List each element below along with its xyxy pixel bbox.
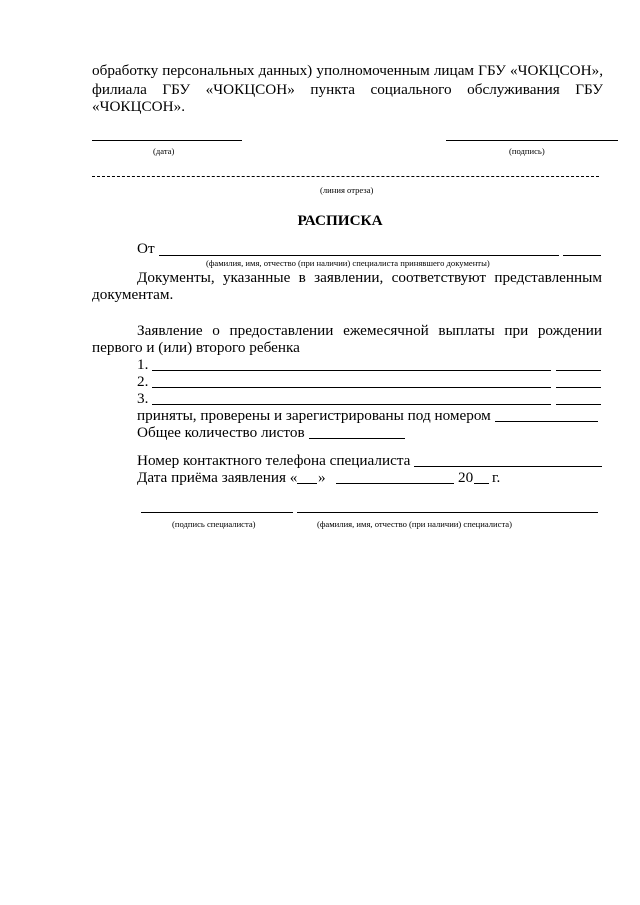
from-extra-line: [563, 255, 601, 256]
paragraph-line: Заявление о предоставлении ежемесячной выплаты при рождении: [137, 322, 602, 339]
signature-line: [446, 140, 618, 141]
paragraph-line: «ЧОКЦСОН».: [92, 98, 185, 115]
acceptance-month-line: [336, 483, 454, 484]
receipt-title: РАСПИСКА: [297, 212, 383, 229]
specialist-name-caption: (фамилия, имя, отчество (при наличии) специалиста): [317, 519, 512, 529]
acceptance-date-label: Дата приёма заявления «: [137, 469, 298, 486]
sheets-count-line: [309, 438, 405, 439]
list-item-extra-line: [556, 404, 601, 405]
from-label: От: [137, 240, 155, 257]
list-item-line: [152, 370, 551, 371]
list-item-line: [152, 387, 551, 388]
acceptance-year-prefix: 20: [458, 469, 474, 486]
cut-line-caption: (линия отреза): [320, 185, 374, 195]
paragraph-line: Документы, указанные в заявлении, соответствуют представленным: [137, 269, 602, 286]
sheets-label: Общее количество листов: [137, 424, 305, 441]
list-item-extra-line: [556, 370, 601, 371]
date-caption: (дата): [153, 146, 175, 156]
acceptance-year-line: [474, 483, 489, 484]
paragraph-line: обработку персональных данных) уполномоченным лицам ГБУ «ЧОКЦСОН»,: [92, 62, 603, 79]
list-item-extra-line: [556, 387, 601, 388]
acceptance-year-suffix: г.: [492, 469, 501, 486]
acceptance-quote-close: »: [318, 469, 326, 486]
phone-label: Номер контактного телефона специалиста: [137, 452, 411, 469]
phone-line: [414, 466, 602, 467]
registered-label: приняты, проверены и зарегистрированы под номером: [137, 407, 491, 424]
registration-number-line: [495, 421, 598, 422]
specialist-name-line: [297, 512, 598, 513]
paragraph-line: филиала ГБУ «ЧОКЦСОН» пункта социального обслуживания ГБУ: [92, 81, 603, 98]
cut-line: [92, 176, 599, 177]
paragraph-line: первого и (или) второго ребенка: [92, 339, 300, 356]
acceptance-day-line: [297, 483, 317, 484]
list-item-number: 1.: [137, 356, 149, 373]
list-item-number: 2.: [137, 373, 149, 390]
specialist-signature-caption: (подпись специалиста): [172, 519, 256, 529]
from-caption: (фамилия, имя, отчество (при наличии) специалиста принявшего документы): [206, 258, 490, 268]
paragraph-line: документам.: [92, 286, 174, 303]
date-line: [92, 140, 242, 141]
list-item-line: [152, 404, 551, 405]
specialist-signature-line: [141, 512, 293, 513]
list-item-number: 3.: [137, 390, 149, 407]
from-name-line: [159, 255, 559, 256]
signature-caption: (подпись): [509, 146, 545, 156]
